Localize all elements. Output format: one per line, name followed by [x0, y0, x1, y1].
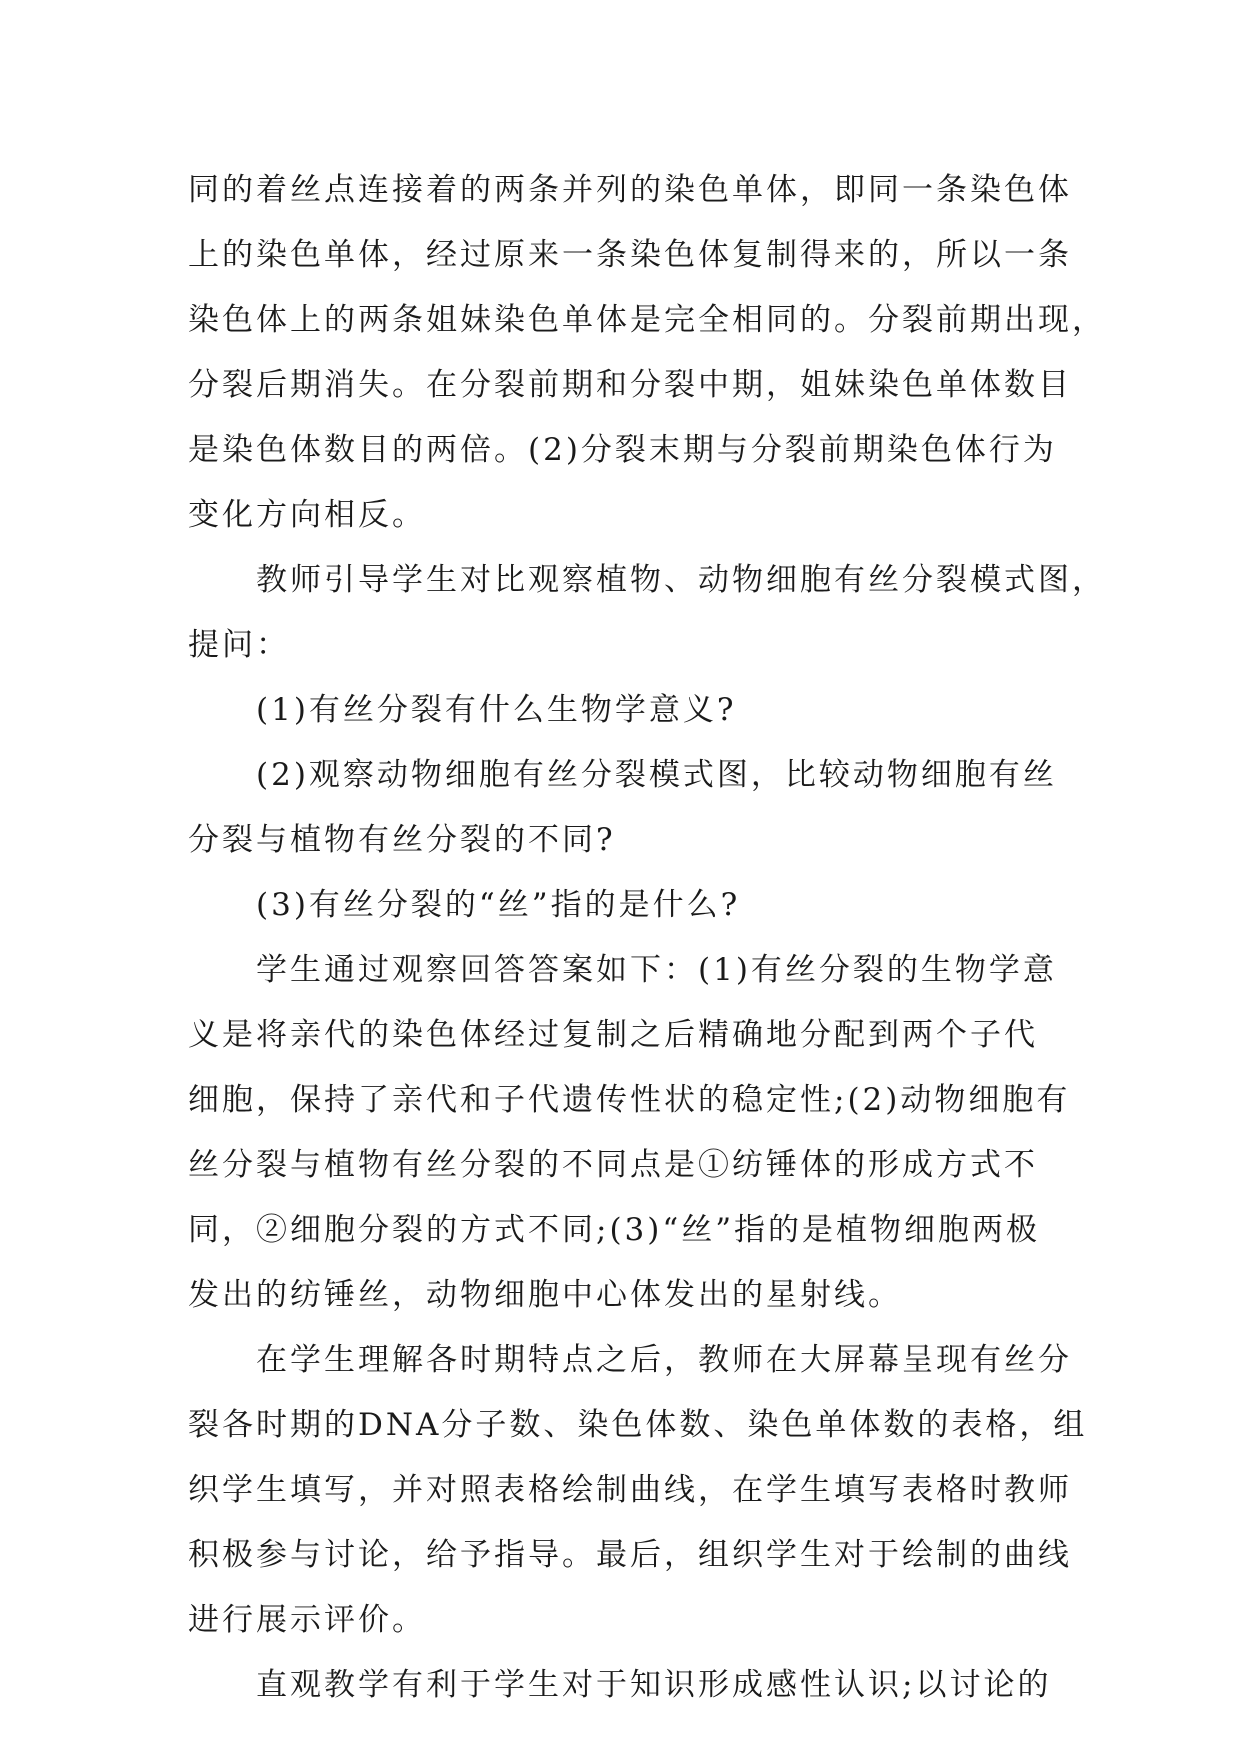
- text-line: 丝分裂与植物有丝分裂的不同点是①纺锤体的形成方式不: [188, 1147, 1038, 1183]
- text-line: 直观教学有利于学生对于知识形成感性认识;以讨论的: [256, 1667, 1052, 1703]
- text-line: 教师引导学生对比观察植物、动物细胞有丝分裂模式图，: [256, 562, 1106, 598]
- text-line: (3)有丝分裂的“丝”指的是什么?: [256, 887, 741, 923]
- text-line: 同，②细胞分裂的方式不同;(3)“丝”指的是植物细胞两极: [188, 1212, 1041, 1248]
- text-line: 在学生理解各时期特点之后，教师在大屏幕呈现有丝分: [256, 1342, 1072, 1378]
- text-line: 分裂后期消失。在分裂前期和分裂中期，姐妹染色单体数目: [188, 367, 1072, 403]
- text-line: 是染色体数目的两倍。(2)分裂末期与分裂前期染色体行为: [188, 432, 1057, 468]
- text-line: 细胞，保持了亲代和子代遗传性状的稳定性;(2)动物细胞有: [188, 1082, 1071, 1118]
- text-line: 分裂与植物有丝分裂的不同?: [188, 822, 616, 858]
- text-line: 变化方向相反。: [188, 497, 426, 533]
- text-line: 积极参与讨论，给予指导。最后，组织学生对于绘制的曲线: [188, 1537, 1072, 1573]
- text-line: 义是将亲代的染色体经过复制之后精确地分配到两个子代: [188, 1017, 1038, 1053]
- text-line: 织学生填写，并对照表格绘制曲线，在学生填写表格时教师: [188, 1472, 1072, 1508]
- text-line: 学生通过观察回答答案如下：(1)有丝分裂的生物学意: [256, 952, 1057, 988]
- text-line: 裂各时期的DNA分子数、染色体数、染色单体数的表格，组: [188, 1407, 1088, 1443]
- text-line: (1)有丝分裂有什么生物学意义?: [256, 692, 737, 728]
- text-line: (2)观察动物细胞有丝分裂模式图，比较动物细胞有丝: [256, 757, 1057, 793]
- body-text: [188, 158, 1106, 1718]
- text-line: 同的着丝点连接着的两条并列的染色单体，即同一条染色体: [188, 172, 1072, 208]
- text-line: 上的染色单体，经过原来一条染色体复制得来的，所以一条: [188, 237, 1072, 273]
- text-line: 提问：: [188, 627, 290, 663]
- text-line: 进行展示评价。: [188, 1602, 426, 1638]
- text-line: 染色体上的两条姐妹染色单体是完全相同的。分裂前期出现，: [188, 302, 1106, 338]
- text-line: 发出的纺锤丝，动物细胞中心体发出的星射线。: [188, 1277, 902, 1313]
